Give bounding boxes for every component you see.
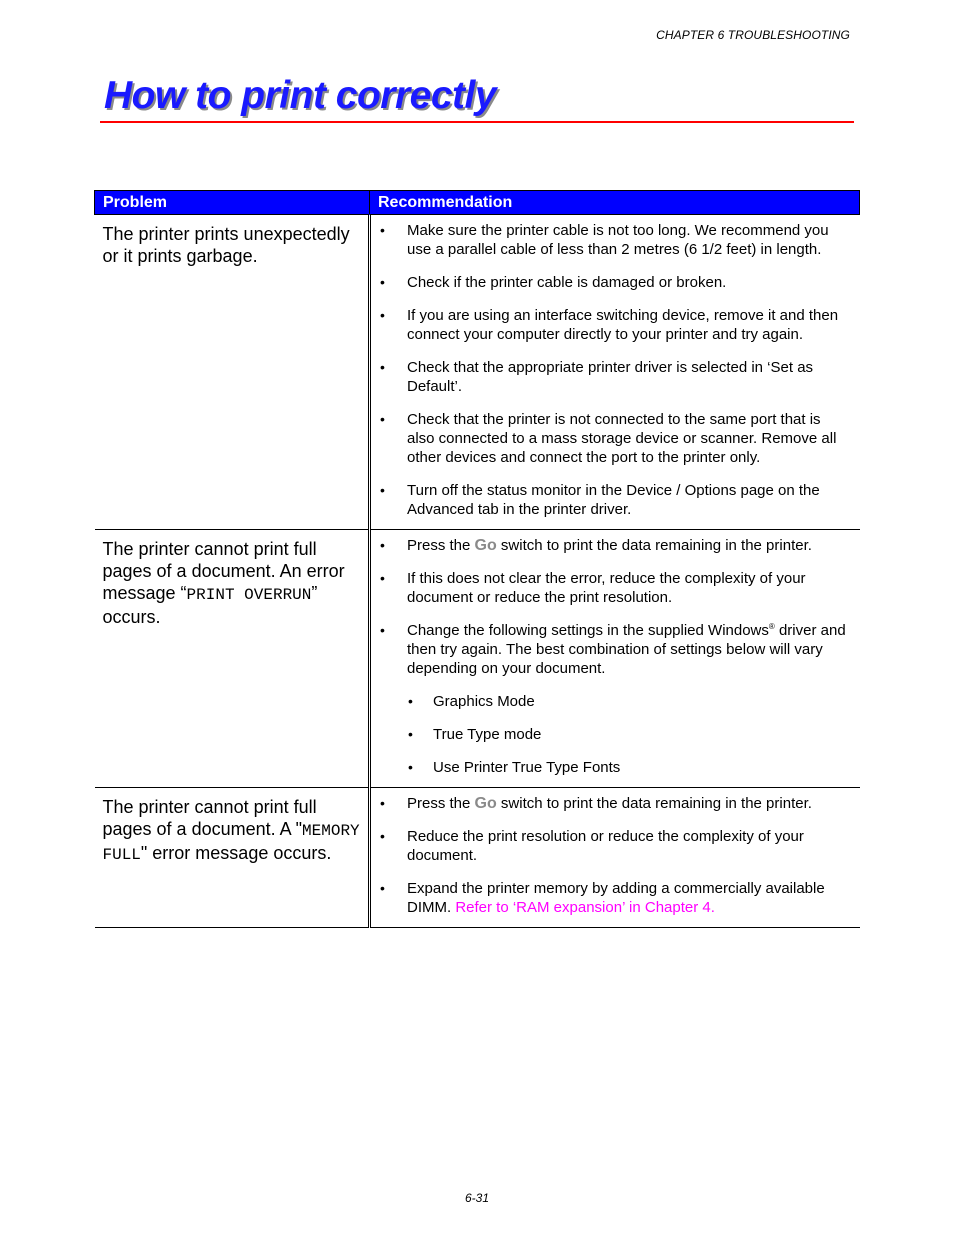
chapter-reference-link[interactable]: Refer to ‘RAM expansion’ in Chapter 4. — [455, 899, 715, 916]
settings-sublist — [407, 692, 850, 777]
list-item: • Check that the printer is not connected to the same port that is also connected to a mass storage device or scanner. Remove all other devices and connect the port to the printer only. — [379, 410, 850, 467]
error-code: PRINT OVERRUN — [186, 586, 312, 604]
list-item: • Check that the appropriate printer driver is selected in ‘Set as Default’. — [379, 358, 850, 396]
error-code: MEMORY FULL — [102, 822, 360, 864]
recommendation-cell — [370, 788, 860, 928]
page-number: 6-31 — [464, 1191, 490, 1205]
list-item: • Expand the printer memory by adding a commercially available DIMM. Refer to ‘RAM expansion’ in Chapter 4. — [379, 879, 850, 917]
table-row — [95, 788, 860, 928]
list-item: • If you are using an interface switching device, remove it and then connect your computer directly to your printer and try again. — [379, 306, 850, 344]
registered-mark: ® — [768, 622, 775, 631]
list-item: • Turn off the status monitor in the Device / Options page on the Advanced tab in the printer driver. — [379, 481, 850, 519]
table-row — [95, 215, 860, 530]
list-item: • Reduce the print resolution or reduce the complexity of your document. — [379, 827, 850, 865]
title-rule — [100, 121, 854, 123]
table-row — [95, 530, 860, 788]
sub-list-item: • Use Printer True Type Fonts — [407, 758, 850, 777]
problem-cell — [95, 788, 370, 928]
recommendation-list — [379, 221, 850, 519]
list-item: • Change the following settings in the supplied Windows® driver and then try again. The best combination of settings below will vary depending on your document. • Graphics Mode • True Type mode • Use Printer True Type Fonts — [379, 621, 850, 777]
list-item: • Press the Go switch to print the data remaining in the printer. — [379, 794, 850, 813]
problem-cell — [95, 530, 370, 788]
recommendation-cell — [370, 215, 860, 530]
page-title: How to print correctly — [104, 74, 497, 117]
go-key-label: Go — [474, 795, 497, 812]
recommendation-cell — [370, 530, 860, 788]
go-key-label: Go — [474, 537, 497, 554]
troubleshooting-table — [94, 190, 860, 928]
sub-list-item: • Graphics Mode — [407, 692, 850, 711]
problem-cell: The printer prints unexpectedly or it prints garbage. — [95, 215, 370, 530]
list-item: • If this does not clear the error, reduce the complexity of your document or reduce the print resolution. — [379, 569, 850, 607]
table-header-row — [95, 191, 860, 215]
problem-text: The printer cannot print full pages of a document. A " — [102, 797, 317, 839]
column-header-recommendation: Recommendation — [370, 191, 860, 215]
problem-text: ” occurs. — [102, 583, 318, 627]
list-item: • Press the Go switch to print the data remaining in the printer. — [379, 536, 850, 555]
problem-text: The printer cannot print full pages of a document. An error message “ — [102, 539, 345, 603]
problem-text: " error message occurs. — [140, 843, 332, 863]
column-header-problem: Problem — [95, 191, 370, 215]
list-item: • Check if the printer cable is damaged or broken. — [379, 273, 850, 292]
list-item: • Make sure the printer cable is not too long. We recommend you use a parallel cable of less than 2 metres (6 1/2 feet) in length. — [379, 221, 850, 259]
recommendation-list — [379, 794, 850, 917]
sub-list-item: • True Type mode — [407, 725, 850, 744]
recommendation-list — [379, 536, 850, 777]
chapter-header: CHAPTER 6 TROUBLESHOOTING — [656, 28, 850, 42]
